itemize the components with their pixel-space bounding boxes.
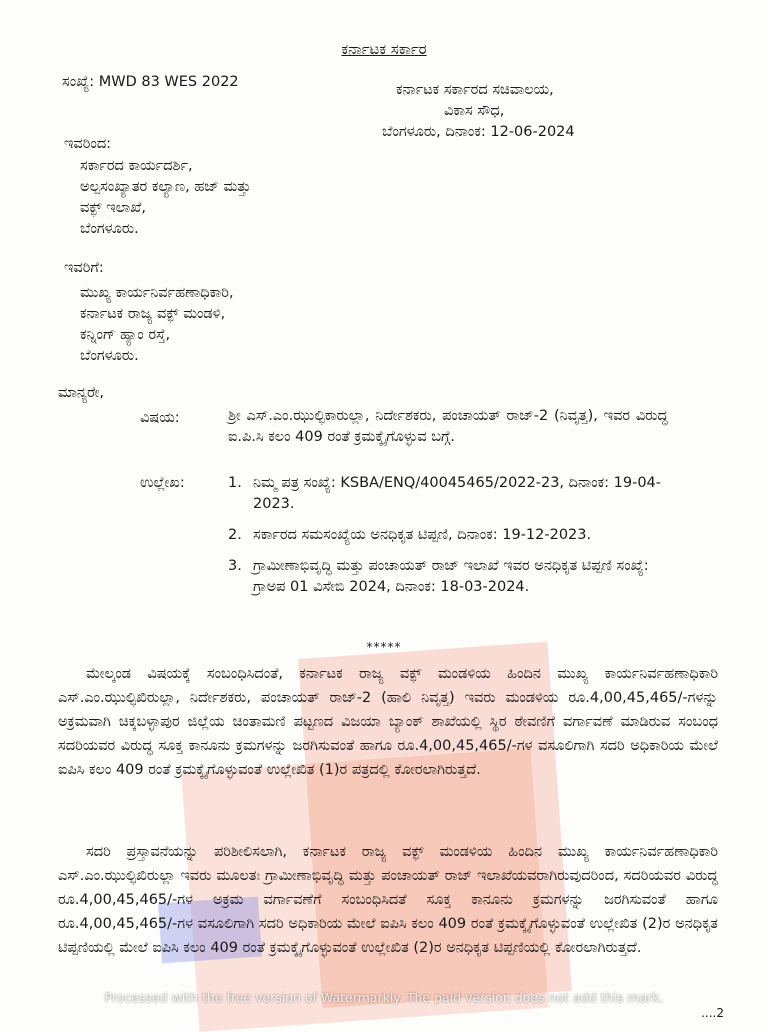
address-line: ಕರ್ನಾಟಕ ಸರ್ಕಾರದ ಸಚಿವಾಲಯ, — [396, 82, 554, 98]
from-line: ಬೆಂಗಳೂರು. — [80, 221, 139, 237]
letter-heading: ಕರ್ನಾಟಕ ಸರ್ಕಾರ — [341, 40, 427, 58]
from-block — [80, 156, 251, 240]
reference-number: 2. — [228, 527, 242, 543]
reference-text: ಸರ್ಕಾರದ ಸಮಸಂಖ್ಯೆಯ ಅನಧಿಕೃತ ಟಿಪ್ಪಣಿ, ದಿನಾಂಕ: 19-12-2023. — [253, 527, 592, 543]
reference-item — [228, 473, 668, 515]
reference-number: 1. — [228, 475, 242, 491]
section-separator: ***** — [366, 640, 402, 654]
reference-number: ಸಂಖ್ಯೆ: MWD 83 WES 2022 — [62, 74, 239, 90]
address-line: ಬೆಂಗಳೂರು, ದಿನಾಂಕ: 12-06-2024 — [382, 124, 575, 140]
body-paragraph: ಸದರಿ ಪ್ರಸ್ತಾವನೆಯನ್ನು ಪರಿಶೀಲಿಸಲಾಗಿ, ಕರ್ನಾಟಕ ರಾಜ್ಯ ವಕ್ಫ್ ಮಂಡಳಿಯ ಹಿಂದಿನ ಮುಖ್ಯ ಕಾರ್ಯನಿರ್ವಹಣಾಧಿಕಾರಿ ಎಸ್.ಎಂ.ಝುಲ್ಫಿಖಿರುಲ್ಲಾ ಇವರು ಮೂಲತಃ ಗ್ರಾಮೀಣಾಭಿವೃದ್ಧಿ ಮತ್ತು ಪಂಚಾಯತ್ ರಾಜ್ ಇಲಾಖೆಯವರಾಗಿರುವುದರಿಂದ, ಸದರಿಯವರ ವಿರುದ್ಧ ರೂ.4,00,45,465/-ಗಳ ಅಕ್ರಮ ವರ್ಗಾವಣೆಗೆ ಸಂಬಂಧಿಸಿದತೆ ಸೂಕ್ತ ಕಾನೂನು ಕ್ರಮಗಳನ್ನು ಜರಗಿಸುವಂತೆ ಹಾಗೂ ರೂ.4,00,45,465/-ಗಳ ವಸೂಲಿಗಾಗಿ ಸದರಿ ಅಧಿಕಾರಿಯ ಮೇಲೆ ಐಪಿಸಿ ಕಲಂ 409 ರಂತೆ ಕ್ರಮಕ್ಕೈಗೊಳ್ಳುವಂತೆ ಉಲ್ಲೇಖಿತ (2)ರ ಅನಧಿಕೃತ ಟಿಪ್ಪಣಿಯಲ್ಲಿ ಮೇಲೆ ಐಪಿಸಿ ಕಲಂ 409 ರಂತೆ ಕ್ರಮಕ್ಕೈಗೊಳ್ಳುವಂತೆ ಉಲ್ಲೇಖಿತ (2)ರ ಅನಧಿಕೃತ ಟಿಪ್ಪಣಿಯಲ್ಲಿ ಕೋರಲಾಗಿರುತ್ತದೆ. — [58, 844, 718, 956]
subject-text: ಶ್ರೀ ಎಸ್.ಎಂ.ಝುಲ್ಫಿಕಾರುಲ್ಲಾ, ನಿರ್ದೇಶಕರು, ಪಂಚಾಯತ್ ರಾಜ್-2 (ನಿವೃತ್ತ), ಇವರ ವಿರುದ್ಧ ಐ.ಪಿ.ಸಿ ಕಲಂ 409 ರಂತೆ ಕ್ರಮಕ್ಕೈಗೊಳ್ಳುವ ಬಗ್ಗೆ. — [228, 408, 668, 445]
from-line: ವಕ್ಫ್ ಇಲಾಖೆ, — [80, 200, 146, 216]
reference-item — [228, 525, 668, 546]
address-line: ವಿಕಾಸ ಸೌಧ, — [444, 103, 505, 119]
to-label: ಇವರಿಗೆ: — [64, 260, 104, 276]
watermark-text: Processed with the free version of Watermarkly. The paid version does not add this mark. — [104, 990, 664, 1005]
salutation: ಮಾನ್ಯರೇ, — [58, 385, 105, 401]
references-list — [228, 473, 668, 608]
from-line: ಅಲ್ಪಸಂಖ್ಯಾತರ ಕಲ್ಯಾಣ, ಹಜ್ ಮತ್ತು — [80, 179, 251, 195]
page-continuation: ....2 — [701, 1006, 724, 1020]
to-line: ಮುಖ್ಯ ಕಾರ್ಯನಿರ್ವಹಣಾಧಿಕಾರಿ, — [80, 285, 234, 301]
references-label: ಉಲ್ಲೇಖ: — [140, 475, 185, 491]
reference-text: ಗ್ರಾಮೀಣಾಭಿವೃದ್ಧಿ ಮತ್ತು ಪಂಚಾಯತ್ ರಾಜ್ ಇಲಾಖೆ ಇವರ ಅನಧಿಕೃತ ಟಿಪ್ಪಣಿ ಸಂಖ್ಯೆ: ಗ್ರಾಅಪ 01 ವಿಸೇಬಿ 2024, ದಿನಾಂಕ: 18-03-2024. — [253, 558, 649, 595]
body-paragraph: ಮೇಲ್ಕಂಡ ವಿಷಯಕ್ಕೆ ಸಂಬಂಧಿಸಿದಂತೆ, ಕರ್ನಾಟಕ ರಾಜ್ಯ ವಕ್ಫ್ ಮಂಡಳಿಯ ಹಿಂದಿನ ಮುಖ್ಯ ಕಾರ್ಯನಿರ್ವಹಣಾಧಿಕಾರಿ ಎಸ್.ಎಂ.ಝುಲ್ಫಿಖಿರುಲ್ಲಾ, ನಿರ್ದೇಶಕರು, ಪಂಚಾಯತ್ ರಾಜ್-2 (ಹಾಲಿ ನಿವೃತ್ತ) ಇವರು ಮಂಡಳಿಯ ರೂ.4,00,45,465/-ಗಳನ್ನು ಅಕ್ರಮವಾಗಿ ಚಿಕ್ಕಬಳ್ಳಾಪುರ ಜಿಲ್ಲೆಯ ಚಿಂತಾಮಣಿ ಪಟ್ಟಣದ ವಿಜಯಾ ಬ್ಯಾಂಕ್ ಶಾಖೆಯಲ್ಲಿ ಸ್ಥಿರ ಠೇವಣಿಗೆ ವರ್ಗಾವಣೆ ಮಾಡಿರುವ ಸಂಬಂಧ ಸದರಿಯವರ ವಿರುದ್ಧ ಸೂಕ್ತ ಕಾನೂನು ಕ್ರಮಗಳನ್ನು ಜರಗಿಸುವಂತೆ ಹಾಗೂ ರೂ.4,00,45,465/-ಗಳ ವಸೂಲಿಗಾಗಿ ಸದರಿ ಅಧಿಕಾರಿಯ ಮೇಲೆ ಐಪಿಸಿ ಕಲಂ 409 ರಂತೆ ಕ್ರಮಕ್ಕೈಗೊಳ್ಳುವಂತೆ ಉಲ್ಲೇಖಿತ (1)ರ ಪತ್ರದಲ್ಲಿ ಕೋರಲಾಗಿರುತ್ತದೆ. — [58, 666, 718, 778]
from-label: ಇವರಿಂದ: — [64, 136, 112, 152]
to-line: ಕನ್ನಿಂಗ್ ಹ್ಯಾಂ ರಸ್ತೆ, — [80, 327, 171, 343]
reference-item — [228, 556, 668, 598]
reference-number: 3. — [228, 558, 242, 574]
from-line: ಸರ್ಕಾರದ ಕಾರ್ಯದರ್ಶಿ, — [80, 158, 193, 174]
subject-label: ವಿಷಯ: — [140, 410, 180, 426]
to-line: ಕರ್ನಾಟಕ ರಾಜ್ಯ ವಕ್ಫ್ ಮಂಡಳಿ, — [80, 306, 226, 322]
sender-address — [382, 80, 575, 143]
to-line: ಬೆಂಗಳೂರು. — [80, 348, 139, 364]
reference-text: ನಿಮ್ಮ ಪತ್ರ ಸಂಖ್ಯೆ: KSBA/ENQ/40045465/2022-23, ದಿನಾಂಕ: 19-04-2023. — [253, 475, 662, 512]
to-block — [80, 283, 234, 367]
